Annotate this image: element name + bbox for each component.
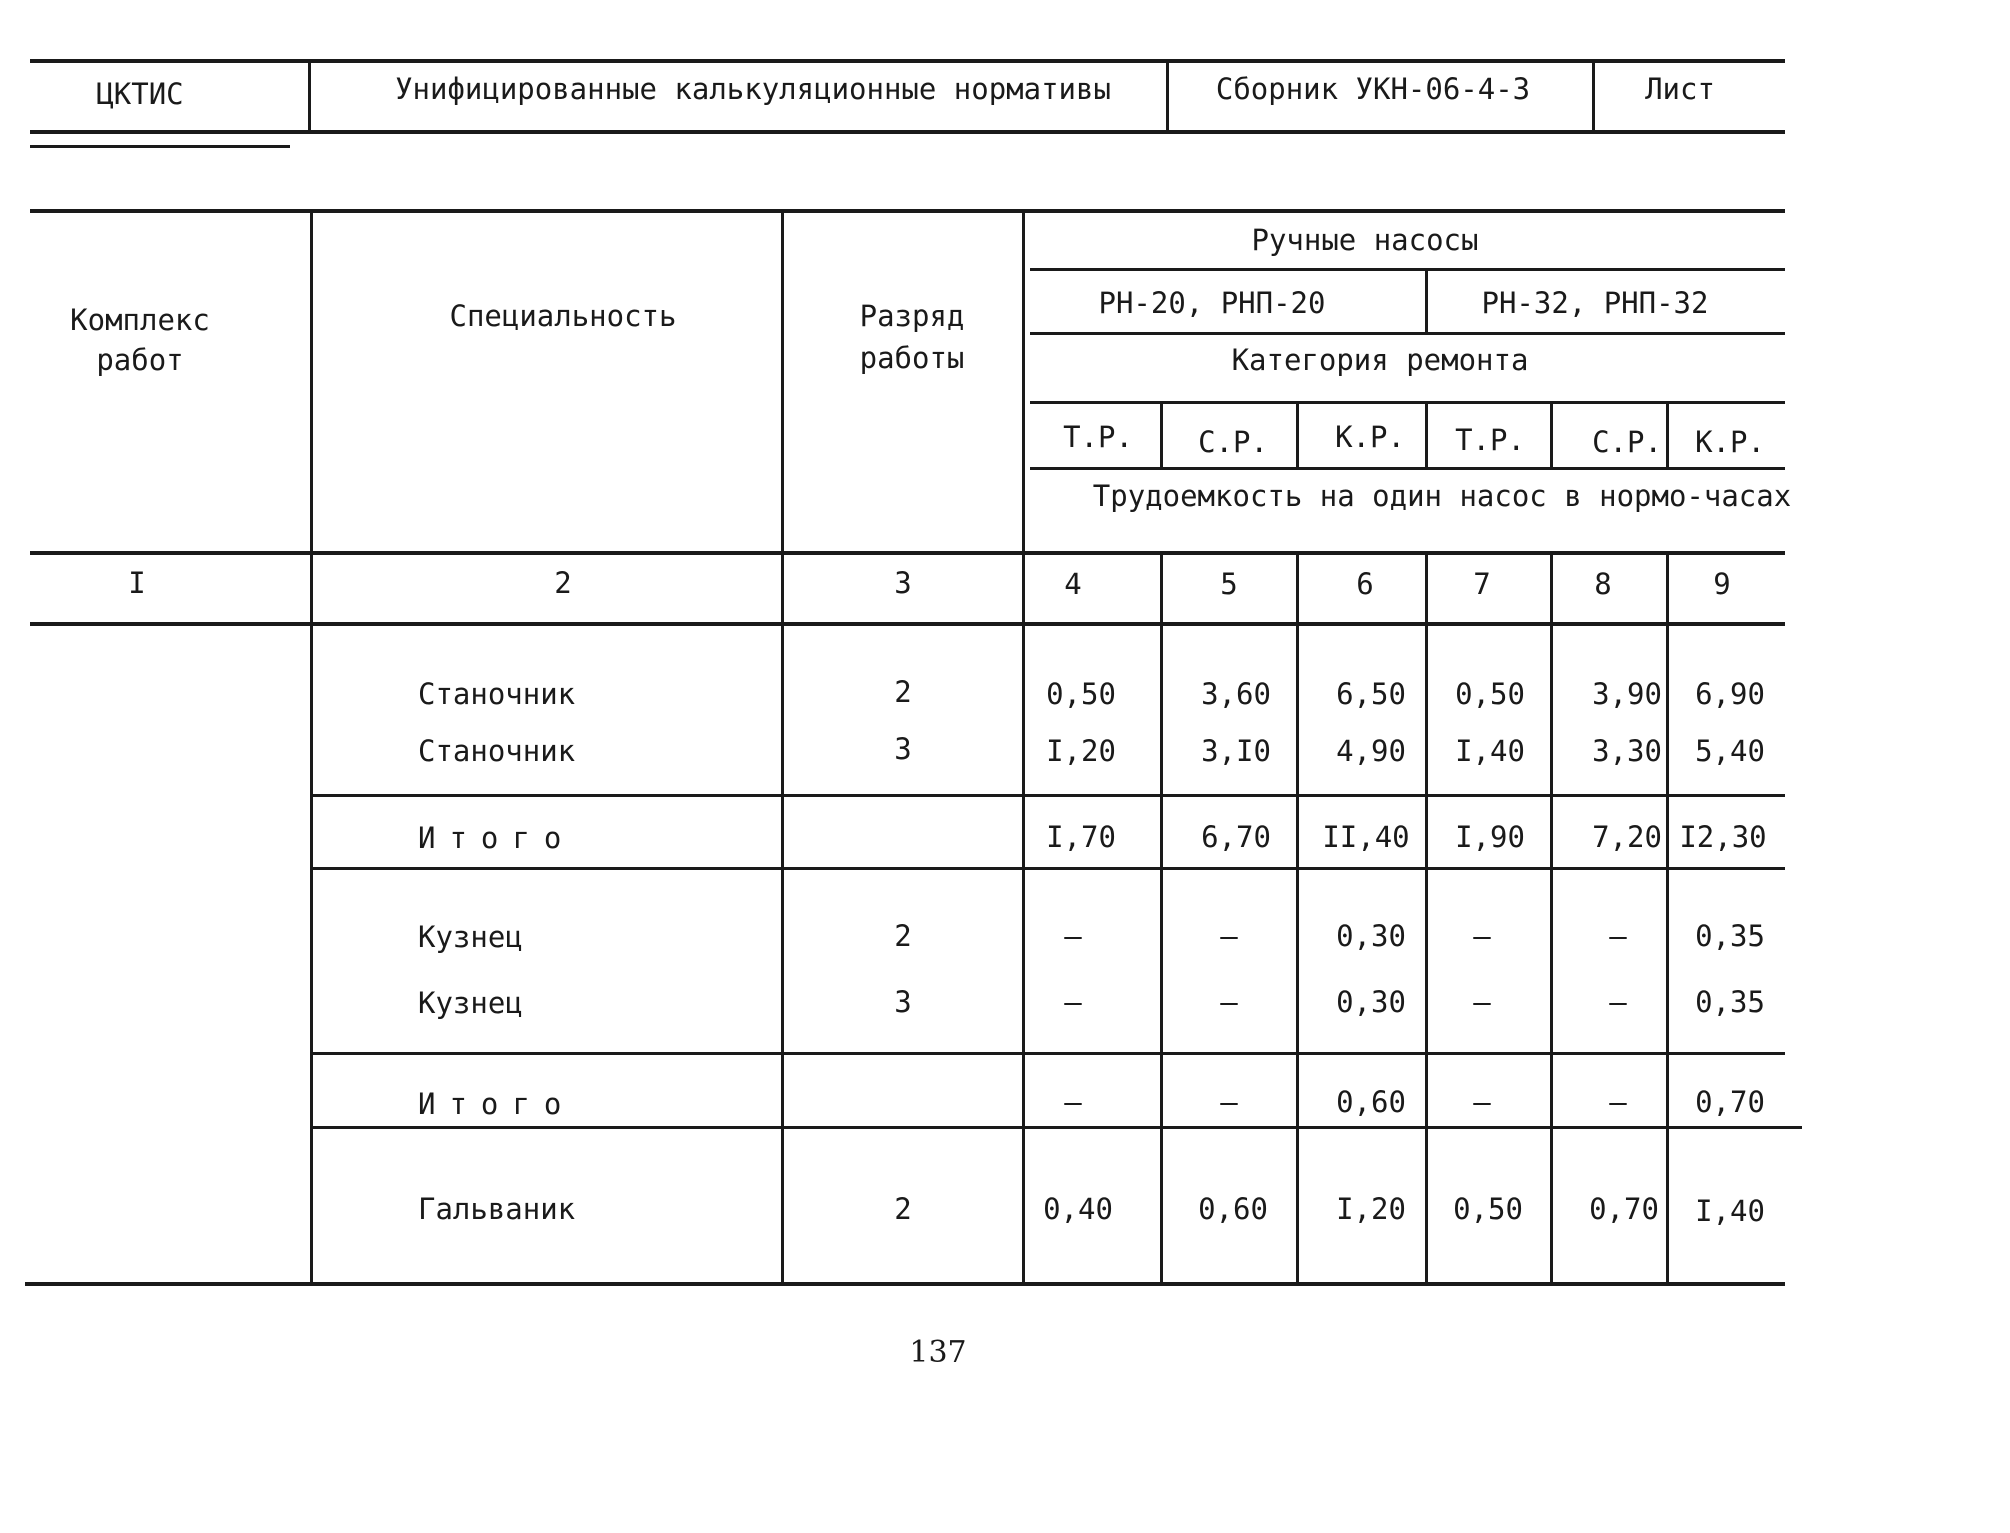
rule-total2-bottom (312, 1126, 1802, 1129)
row-value: I,90 (1455, 820, 1525, 854)
row-value: I,20 (1046, 734, 1116, 768)
row-specialty: Кузнец (418, 920, 523, 954)
row-grade: 3 (894, 985, 912, 1019)
header-bottom-rule (30, 130, 1785, 134)
row-grade: 2 (894, 1192, 912, 1226)
column-number: 4 (1064, 567, 1082, 601)
rule-labor (1030, 467, 1785, 470)
row-value: I2,30 (1679, 820, 1767, 854)
row-total-label: Итого (418, 1087, 576, 1121)
head-specialty: Специальность (449, 299, 677, 333)
rule-subcategory (1030, 401, 1785, 404)
row-specialty: Станочник (418, 677, 576, 711)
row-value: – (1609, 985, 1627, 1019)
head-complex-line2: работ (96, 343, 184, 377)
rule-numbers-bottom (30, 622, 1785, 626)
column-number: 5 (1220, 567, 1238, 601)
head-category: С.Р. (1198, 425, 1268, 459)
header-underline (30, 145, 290, 148)
row-value: I,20 (1336, 1192, 1406, 1226)
row-value: 0,40 (1043, 1192, 1113, 1226)
row-value: – (1220, 985, 1238, 1019)
row-value: 0,35 (1695, 919, 1765, 953)
row-value: 0,70 (1589, 1192, 1659, 1226)
col-divider-7 (1550, 553, 1553, 1284)
row-value: – (1220, 1085, 1238, 1119)
head-complex-line1: Комплекс (70, 303, 210, 337)
col-divider-1 (310, 211, 313, 1284)
head-group: Ручные насосы (1251, 223, 1479, 257)
row-value: I,40 (1695, 1194, 1765, 1228)
col-divider-models (1425, 269, 1428, 333)
rule-models (1030, 268, 1785, 271)
column-number: 8 (1594, 567, 1612, 601)
row-value: II,40 (1322, 820, 1410, 854)
row-value: 6,90 (1695, 677, 1765, 711)
row-value: 3,60 (1201, 677, 1271, 711)
column-number: 6 (1356, 567, 1374, 601)
row-value: 0,35 (1695, 985, 1765, 1019)
table-top-rule (30, 209, 1785, 213)
row-value: – (1064, 1085, 1082, 1119)
col-divider-6 (1425, 553, 1428, 1284)
row-grade: 3 (894, 732, 912, 766)
row-value: 0,70 (1695, 1085, 1765, 1119)
column-number: 2 (554, 566, 572, 600)
row-value: – (1064, 985, 1082, 1019)
row-specialty: Гальваник (418, 1192, 576, 1226)
head-model-b: РН-32, РНП-32 (1481, 286, 1709, 320)
row-total-label: Итого (418, 821, 576, 855)
header-title: Унифицированные калькуляционные нормативы (395, 72, 1111, 106)
row-value: 0,50 (1455, 677, 1525, 711)
row-value: 5,40 (1695, 734, 1765, 768)
row-value: – (1220, 919, 1238, 953)
header-collection: Сборник УКН-06-4-3 (1215, 72, 1531, 106)
row-value: 0,30 (1336, 919, 1406, 953)
row-value: I,40 (1455, 734, 1525, 768)
row-value: – (1473, 1085, 1491, 1119)
header-divider (308, 61, 311, 132)
row-value: 0,50 (1046, 677, 1116, 711)
col-divider-4 (1160, 553, 1163, 1284)
row-value: 7,20 (1592, 820, 1662, 854)
row-specialty: Станочник (418, 734, 576, 768)
row-grade: 2 (894, 919, 912, 953)
rule-head-bottom (30, 551, 1785, 555)
table-bottom-rule (25, 1282, 1785, 1286)
column-number: 3 (894, 566, 912, 600)
head-labor-note: Трудоемкость на один насос в нормо-часах (1092, 479, 1792, 513)
col-divider-8 (1666, 402, 1669, 468)
row-specialty: Кузнец (418, 986, 523, 1020)
head-category: Т.Р. (1063, 420, 1133, 454)
col-divider-6 (1425, 402, 1428, 468)
header-top-rule (30, 59, 1785, 63)
row-value: 3,90 (1592, 677, 1662, 711)
row-value: 0,50 (1453, 1192, 1523, 1226)
row-value: I,70 (1046, 820, 1116, 854)
rule-group1-bottom (312, 794, 1785, 797)
header-divider (1166, 61, 1169, 132)
row-value: – (1473, 919, 1491, 953)
col-divider-3 (1022, 211, 1025, 1284)
col-divider-5 (1296, 402, 1299, 468)
column-number: 9 (1713, 567, 1731, 601)
head-category: С.Р. (1592, 425, 1662, 459)
row-value: 0,60 (1336, 1085, 1406, 1119)
header-org: ЦКТИС (96, 77, 184, 111)
col-divider-5 (1296, 553, 1299, 1284)
head-grade-line1: Разряд (859, 299, 965, 333)
header-sheet-label: Лист (1645, 72, 1715, 106)
row-value: – (1609, 919, 1627, 953)
col-divider-4 (1160, 402, 1163, 468)
row-value: – (1064, 919, 1082, 953)
row-value: 3,30 (1592, 734, 1662, 768)
rule-group2-bottom (312, 1052, 1785, 1055)
row-value: 3,I0 (1201, 734, 1271, 768)
column-number: I (128, 566, 146, 600)
column-number: 7 (1473, 567, 1491, 601)
row-value: 0,60 (1198, 1192, 1268, 1226)
row-value: – (1609, 1085, 1627, 1119)
head-category: Т.Р. (1455, 423, 1525, 457)
row-value: – (1473, 985, 1491, 1019)
row-value: 6,70 (1201, 820, 1271, 854)
head-category: К.Р. (1335, 420, 1405, 454)
row-value: 4,90 (1336, 734, 1406, 768)
col-divider-7 (1550, 402, 1553, 468)
head-grade-line2: работы (859, 341, 965, 375)
row-value: 6,50 (1336, 677, 1406, 711)
col-divider-2 (781, 211, 784, 1284)
rule-category (1030, 332, 1785, 335)
col-divider-8 (1666, 553, 1669, 1284)
header-divider (1592, 61, 1595, 132)
head-category: К.Р. (1695, 425, 1765, 459)
page-number: 137 (909, 1335, 967, 1370)
row-grade: 2 (894, 675, 912, 709)
head-model-a: РН-20, РНП-20 (1098, 286, 1326, 320)
row-value: 0,30 (1336, 985, 1406, 1019)
rule-total1-bottom (312, 867, 1785, 870)
head-repair-category: Категория ремонта (1231, 343, 1529, 377)
